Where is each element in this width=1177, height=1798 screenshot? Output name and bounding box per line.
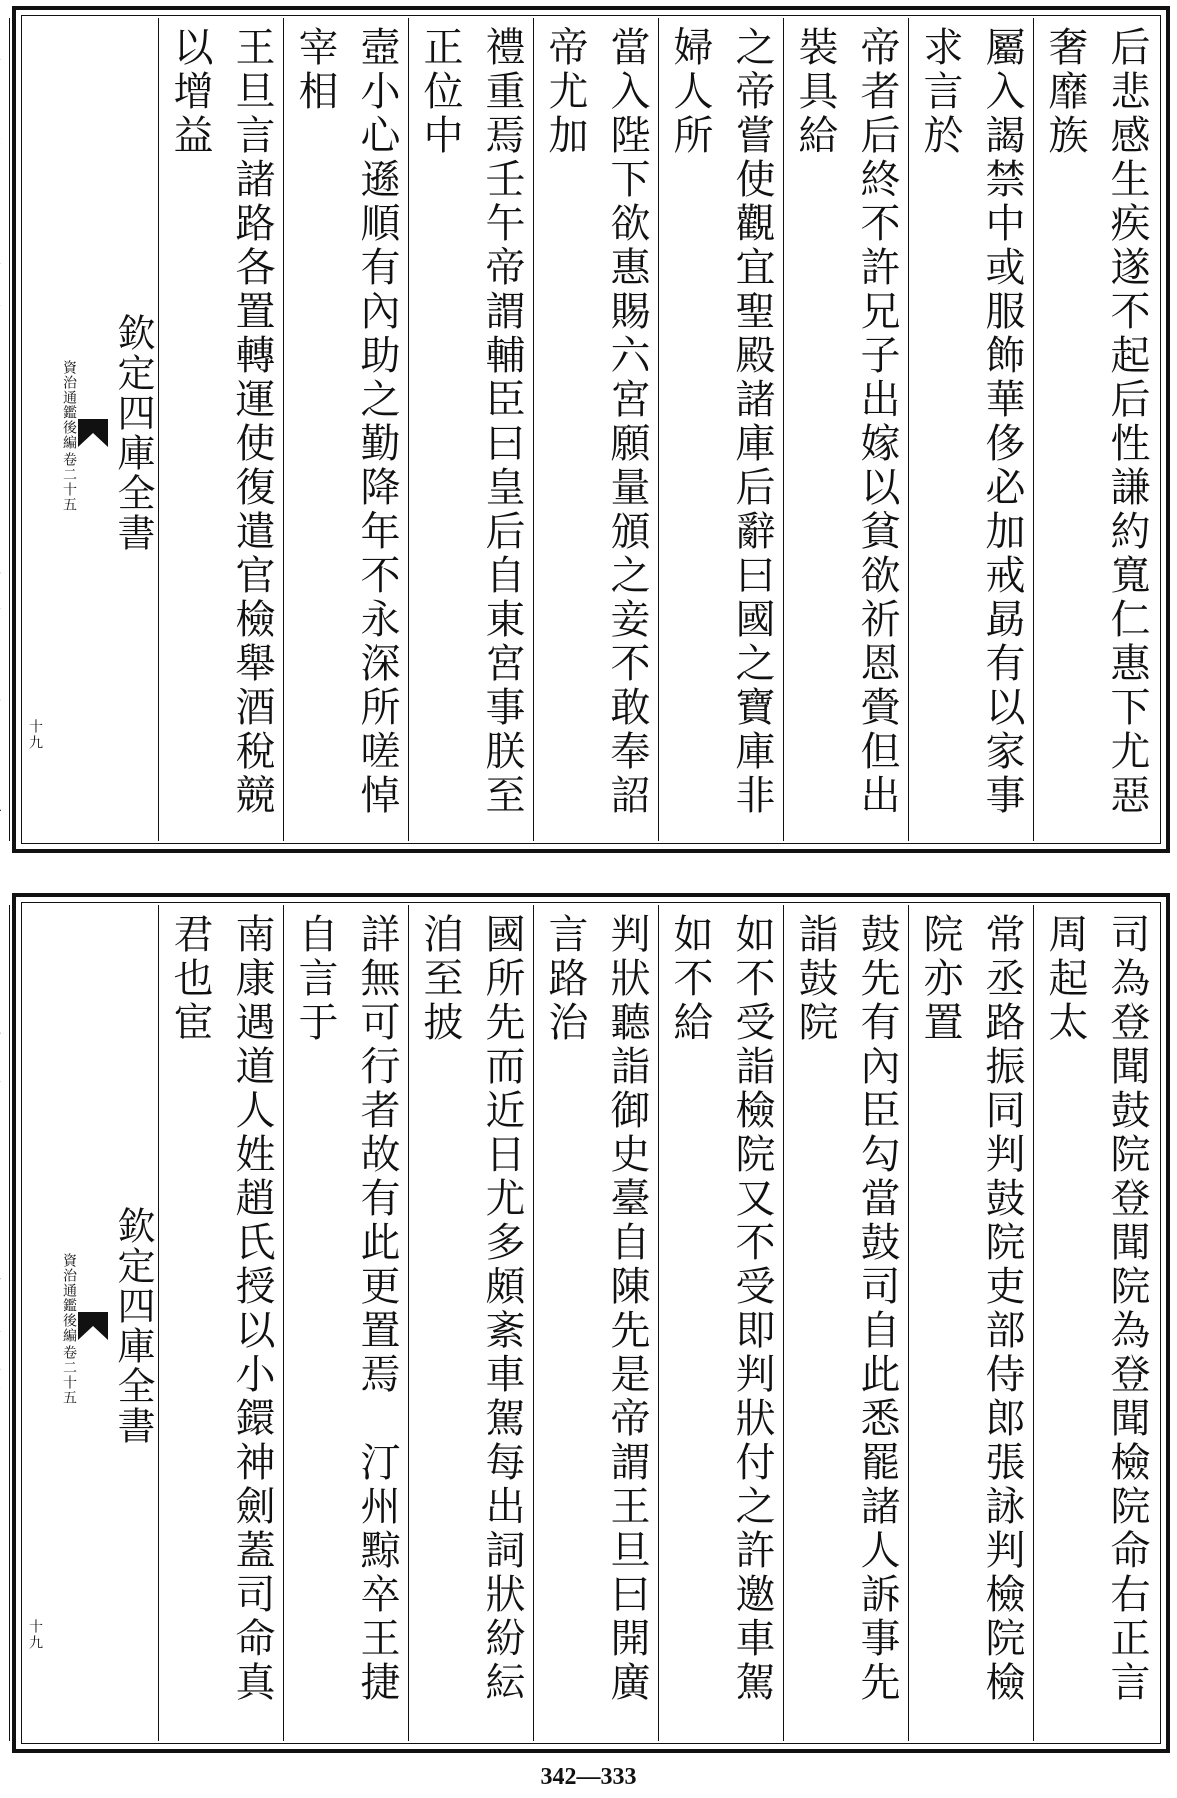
center-gutter <box>9 18 158 841</box>
text-column: 常丞路振同判鼓院吏部侍郎張詠判檢院檢院亦置 <box>908 905 1033 1741</box>
running-title <box>60 1253 78 1405</box>
text-column: 壼小心遜順有內助之勤降年不永深所嗟悼 宰相 <box>283 18 408 841</box>
volume-label: 卷二十五 <box>61 451 77 512</box>
folio-number: 十九 <box>27 719 43 751</box>
center-gutter <box>9 905 158 1741</box>
text-column: 國所先而近日尤多頗紊車駕每出詞狀紛紜洎至披 <box>408 905 533 1741</box>
text-column: 帝者后終不許兄子出嫁以貧欲祈恩賫但出裝具給 <box>783 18 908 841</box>
page-reference-number: 342—333 <box>540 1764 637 1790</box>
text-column: 之帝嘗使觀宜聖殿諸庫后辭曰國之寶庫非婦人所 <box>658 18 783 841</box>
text-column <box>0 18 9 841</box>
text-column: 當入陛下欲惠賜六宮願量頒之妾不敢奉詔帝尤加 <box>533 18 658 841</box>
upper-page-columns <box>24 18 1158 862</box>
text-column: 后悲感生疾遂不起后性謙約寬仁惠下尤惡奢靡族 <box>1033 18 1158 841</box>
fishtail-mark-icon <box>78 419 108 447</box>
sub-title: 資治通鑑後編 <box>61 359 77 450</box>
text-column: 禮重焉壬午帝謂輔臣曰皇后自東宮事朕至正位中 <box>408 18 533 841</box>
text-column <box>0 905 9 1741</box>
fishtail-mark-icon <box>78 1312 108 1340</box>
book-title: 欽定四庫全書 <box>111 1206 155 1446</box>
text-column: 司為登聞鼓院登聞院為登聞檢院命右正言周起太 <box>1033 905 1158 1741</box>
sub-title: 資治通鑑後編 <box>61 1253 77 1343</box>
lower-page-columns <box>24 905 1158 1741</box>
text-column: 王旦言諸路各置轉運使復遣官檢舉酒稅競以增益 <box>158 18 283 841</box>
text-column: 屬入謁禁中或服飾華侈必加戒勗有以家事求言於 <box>908 18 1033 841</box>
folio-number: 十九 <box>27 1619 43 1651</box>
book-title: 欽定四庫全書 <box>111 312 155 553</box>
text-column: 詳無可行者故有此更置焉 汀州黥卒王捷自言于 <box>283 905 408 1741</box>
running-title <box>60 360 78 512</box>
lower-page <box>12 893 1170 1753</box>
text-column: 判狀聽詣御史臺自陳先是帝謂王旦曰開廣言路治 <box>533 905 658 1741</box>
volume-label: 卷二十五 <box>61 1345 77 1405</box>
upper-page <box>12 6 1170 862</box>
text-column: 南康遇道人姓趙氏授以小鐶神劍蓋司命真君也宦 <box>158 905 283 1741</box>
text-column: 鼓先有內臣勾當鼓司自此悉罷諸人訴事先詣鼓院 <box>783 905 908 1741</box>
text-column: 如不受詣檢院又不受即判狀付之許邀車駕如不給 <box>658 905 783 1741</box>
